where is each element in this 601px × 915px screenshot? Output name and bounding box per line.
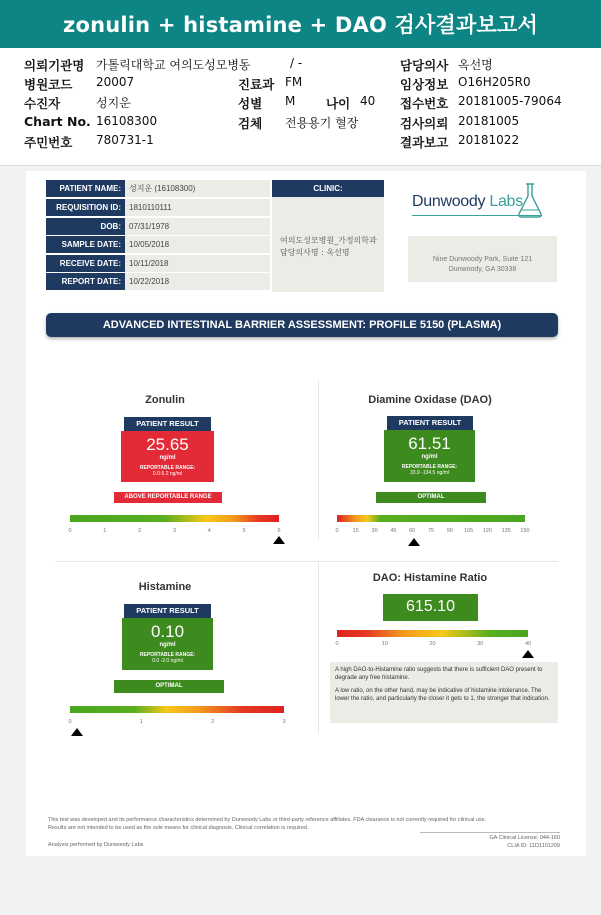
- clinic-header: CLINIC:: [272, 180, 384, 197]
- label-rrn: 주민번호: [24, 135, 73, 150]
- ratio-scale-bar: [337, 630, 528, 637]
- tick-label: 2: [211, 719, 215, 725]
- value-request: 20181005: [458, 114, 520, 128]
- tick-label: 1: [103, 528, 107, 534]
- label-clinical: 임상정보: [400, 77, 449, 92]
- lab-logo-text: [412, 193, 523, 211]
- footer-rule: [420, 832, 560, 833]
- dob-label: DOB:: [46, 218, 125, 235]
- header-info: [0, 48, 601, 166]
- dao-value: 61.51: [408, 434, 451, 453]
- histamine-result-header: PATIENT RESULT: [124, 604, 211, 618]
- tick-label: 5: [242, 528, 246, 534]
- lab-address: [408, 236, 557, 282]
- tick-label: 3: [282, 719, 286, 725]
- tick-label: 150: [520, 528, 530, 534]
- tick-label: 0: [68, 719, 72, 725]
- ratio-note-high: A high DAO-to-Histamine ratio suggests that there is sufficient DAO present to degrade any free histamine.: [335, 667, 543, 681]
- zonulin-unit: ng/ml: [159, 455, 176, 461]
- tick-label: 30: [477, 641, 484, 647]
- histamine-range-label: REPORTABLE RANGE:: [139, 652, 196, 658]
- tick-label: 45: [390, 528, 397, 534]
- ratio-result-box: [383, 594, 478, 621]
- value-institution-extra: / -: [290, 56, 303, 70]
- footer-performed: Analysis performed by Dunwoody Labs: [48, 842, 144, 848]
- tick-label: 3: [172, 528, 177, 534]
- tick-label: 30: [371, 528, 378, 534]
- dao-range: 33.9 -134.5 ng/ml: [410, 470, 449, 476]
- report-date-row: [46, 273, 270, 290]
- label-receipt: 접수번호: [400, 96, 449, 111]
- zonulin-title: Zonulin: [145, 394, 185, 406]
- zonulin-value: 25.65: [146, 435, 189, 454]
- zonulin-range-label: REPORTABLE RANGE:: [139, 465, 196, 471]
- lab-logo: [408, 180, 548, 230]
- footer-disclaimer-1: This test was developed and its performance characteristics determined by Dunwoody Labs or third-party reference affiliates. FDA clearance is not currently required for clinical use.: [48, 817, 487, 823]
- zonulin-scale-bar: [70, 515, 279, 522]
- report-title: zonulin + histamine + DAO 검사결과보고서: [0, 0, 601, 48]
- label-sex: 성별: [238, 96, 263, 111]
- label-age: 나이: [326, 96, 351, 111]
- label-doctor: 담당의사: [400, 58, 449, 73]
- value-doctor: 옥선명: [458, 58, 493, 72]
- tick-label: 135: [501, 528, 511, 534]
- sample-date-row: [46, 236, 270, 253]
- ratio-note-low: A low ratio, on the other hand, may be indicative of histamine intolerance. The lower the ratio, and particularly the closer it gets to 1, the stronger that indication.: [335, 688, 550, 702]
- tick-label: 4: [207, 528, 211, 534]
- value-rrn: 780731-1: [96, 133, 154, 147]
- zonulin-flag: ABOVE REPORTABLE RANGE: [114, 492, 222, 503]
- histamine-flag: OPTIMAL: [114, 680, 224, 693]
- sample-date-value: 10/05/2018: [125, 236, 270, 253]
- dao-title: Diamine Oxidase (DAO): [368, 394, 492, 406]
- histamine-scale-bar: [70, 706, 284, 713]
- histamine-unit: ng/ml: [159, 642, 176, 648]
- zonulin-range: 0.0-5.2 ng/ml: [152, 471, 183, 477]
- tick-label: 6: [277, 528, 281, 534]
- ratio-title: DAO: Histamine Ratio: [372, 572, 488, 584]
- label-hospital-code: 병원코드: [24, 77, 73, 92]
- label-report: 결과보고: [400, 135, 449, 150]
- tick-label: 60: [409, 528, 416, 534]
- zonulin-marker: [273, 536, 285, 544]
- tick-label: 10: [381, 641, 388, 647]
- tick-label: 20: [429, 641, 436, 647]
- ratio-value: 615.10: [406, 598, 455, 615]
- label-request: 검사의뢰: [400, 116, 449, 131]
- histamine-result-box: [122, 618, 213, 670]
- value-receipt: 20181005-79064: [458, 94, 562, 108]
- value-dept: FM: [285, 75, 303, 89]
- tick-label: 0: [68, 528, 72, 534]
- tick-label: 40: [524, 641, 532, 647]
- footer-license-ga: GA Clinical License: 044-160: [489, 835, 560, 841]
- label-specimen: 검체: [238, 116, 263, 131]
- assessment-banner: ADVANCED INTESTINAL BARRIER ASSESSMENT: PROFILE 5150 (PLASMA): [46, 313, 558, 337]
- patient-name-value: 성지운 (16108300): [125, 180, 270, 197]
- value-sex: M: [285, 94, 296, 108]
- footer-clia: CLIA ID: 11D1101209: [507, 843, 560, 849]
- tick-label: 90: [446, 528, 453, 534]
- tick-label: 1: [139, 719, 143, 725]
- patient-name-label: PATIENT NAME:: [46, 180, 125, 197]
- lab-address-line2: Dunwoody, GA 30338: [448, 266, 517, 273]
- tick-label: 105: [464, 528, 474, 534]
- dao-marker: [408, 538, 420, 546]
- histamine-title: Histamine: [138, 581, 192, 593]
- tick-label: 2: [138, 528, 142, 534]
- dao-result-header: PATIENT RESULT: [387, 416, 473, 430]
- dob-row: [46, 218, 270, 235]
- flask-icon: [516, 180, 544, 220]
- requisition-label: REQUISITION ID:: [46, 199, 125, 216]
- value-institution: 가톨릭대학교 여의도성모병동: [96, 58, 251, 72]
- histamine-range: 0.0 -2.0 ng/ml: [152, 658, 183, 664]
- ratio-note: [330, 662, 558, 723]
- dao-flag: OPTIMAL: [376, 492, 486, 503]
- receive-date-value: 10/11/2018: [125, 255, 270, 272]
- tick-label: 75: [427, 528, 435, 534]
- clinic-box: [272, 197, 384, 292]
- ratio-marker: [522, 650, 534, 658]
- lab-name-b: Labs: [489, 193, 523, 210]
- requisition-value: 1810110111: [125, 199, 270, 216]
- lab-name-a: Dunwoody: [412, 193, 486, 210]
- value-specimen: 전용용기 혈장: [285, 116, 359, 130]
- value-clinical: O16H205R0: [458, 75, 531, 89]
- tick-label: 120: [482, 528, 492, 534]
- label-patient: 수진자: [24, 96, 61, 111]
- requisition-row: [46, 199, 270, 216]
- label-institution: 의뢰기관명: [24, 58, 85, 73]
- lab-address-line1: Nine Dunwoody Park, Suite 121: [432, 256, 533, 263]
- label-chart: Chart No.: [24, 114, 91, 129]
- clinic-doctor: 담당의사명 : 옥선명: [280, 248, 350, 257]
- histamine-marker: [71, 728, 83, 736]
- footer-disclaimer-2: Results are not intended to be used as the sole means for clinical diagnosis. Clinical correlation is required.: [48, 825, 309, 831]
- value-age: 40: [360, 94, 376, 108]
- dao-result-box: [384, 430, 475, 482]
- value-report: 20181022: [458, 133, 520, 147]
- histamine-value: 0.10: [150, 622, 185, 641]
- tick-label: 0: [335, 528, 339, 534]
- receive-date-label: RECEIVE DATE:: [46, 255, 125, 272]
- sample-date-label: SAMPLE DATE:: [46, 236, 125, 253]
- divider-vertical-bottom: [318, 563, 319, 733]
- tick-label: 15: [352, 528, 359, 534]
- clinic-name: 여의도성모병원_가정의학과: [280, 236, 377, 245]
- divider-horizontal: [55, 561, 558, 562]
- dob-value: 07/31/1978: [125, 218, 270, 235]
- patient-name-row: [46, 180, 270, 197]
- value-patient: 성지운: [96, 96, 131, 110]
- label-dept: 진료과: [238, 77, 275, 92]
- value-hospital-code: 20007: [96, 75, 135, 89]
- report-date-value: 10/22/2018: [125, 273, 270, 290]
- footer-disclaimer: [48, 816, 560, 832]
- zonulin-result-header: PATIENT RESULT: [124, 417, 211, 431]
- footer-license: [420, 834, 560, 850]
- dao-range-label: REPORTABLE RANGE:: [401, 464, 458, 470]
- dao-scale-bar: [337, 515, 525, 522]
- dao-unit: ng/ml: [421, 454, 438, 460]
- report-date-label: REPORT DATE:: [46, 273, 125, 290]
- receive-date-row: [46, 255, 270, 272]
- divider-vertical-top: [318, 380, 319, 540]
- tick-label: 0: [335, 641, 339, 647]
- zonulin-result-box: [121, 431, 214, 482]
- value-chart: 16108300: [96, 114, 158, 128]
